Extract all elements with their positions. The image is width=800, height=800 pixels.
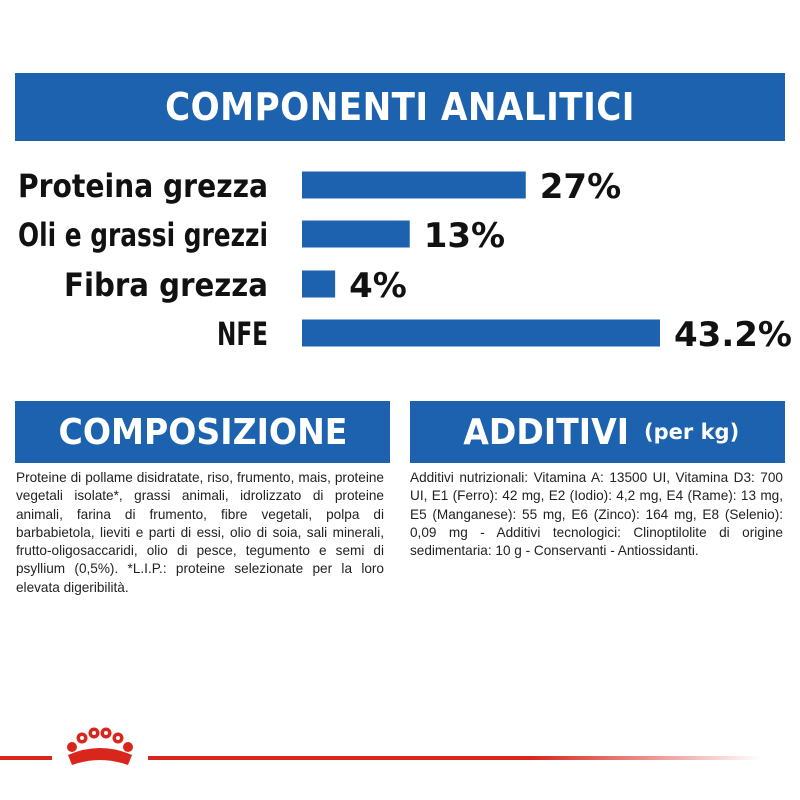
composition-header (15, 401, 390, 463)
bar (302, 271, 335, 298)
crown-icon (52, 725, 148, 777)
value-label: 27% (539, 167, 622, 207)
bar (302, 320, 660, 347)
category-label: NFE (217, 315, 268, 353)
value-label: 43.2% (674, 315, 792, 355)
additives-title: ADDITIVI (463, 411, 629, 453)
category-label: Fibra grezza (64, 266, 268, 304)
bar (302, 172, 526, 199)
bar (302, 221, 410, 248)
additives-header (410, 401, 785, 463)
analytical-components-title: COMPONENTI ANALITICI (165, 85, 635, 129)
additives-text: Additivi nutrizionali: Vitamina A: 13500 UI, Vitamina D3: 700 UI, E1 (Ferro): 42 mg, E2 (Iodio): 4,2 mg, E4 (Rame): 13 mg, E5 (Manganese): 55 mg, E6 (Zinco): 164 mg, E8 (Selenio): 0,09 mg - Additivi tecnologici: Clinoptilolite di origine sedimentaria: 10 g - Conservanti - Antiossidanti. (410, 470, 783, 559)
analytical-components-chart (0, 150, 800, 365)
composition-title: COMPOSIZIONE (58, 411, 347, 453)
value-label: 13% (423, 216, 506, 256)
category-label: Oli e grassi grezzi (18, 216, 268, 254)
composition-text: Proteine di pollame disidratate, riso, frumento, mais, proteine vegetali isolate*, grassi animali, idrolizzato di proteine animali, farina di frumento, fibre vegetali, polpa di barbabietola, lieviti e parti di essi, olio di soia, sali minerali, frutto-oligosaccaridi, olio di pesce, tegumento e semi di psyllium (0,5%). *L.I.P.: proteine selezionate per la loro elevata digeribilità. (16, 470, 384, 595)
analytical-components-banner (15, 73, 785, 141)
additives-subtitle: (per kg) (644, 420, 740, 444)
value-label: 4% (349, 266, 407, 306)
category-label: Proteina grezza (18, 167, 268, 205)
